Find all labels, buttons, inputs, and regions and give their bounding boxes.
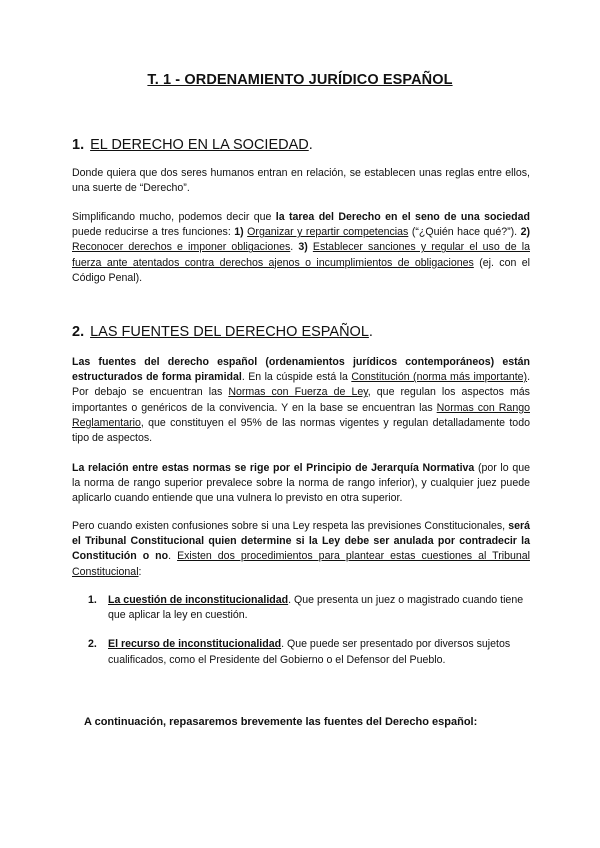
text-run: : [138, 565, 142, 578]
underlined-text: Normas con Fuerza de Ley [228, 386, 368, 399]
procedures-list [88, 593, 530, 668]
text-run: , que constituyen el 95% de las normas vigentes y regulan detalladamente todo tipo de aspectos. [72, 416, 530, 445]
item-number: 1) [234, 226, 244, 239]
bold-text: La relación entre estas normas se rige por el Principio de Jerarquía Normativa [72, 462, 475, 474]
text-run: (por lo que la norma de rango superior prevalece sobre la norma de rango inferior), y cualquier juez puede aplicarlo cuando entiende que una vulnera lo previsto en otra superior. [72, 462, 530, 505]
text-run: Pero cuando existen confusiones sobre si una Ley respeta las previsiones Constitucionales, [72, 520, 509, 532]
section-heading-derecho-sociedad [72, 137, 313, 153]
paragraph [72, 210, 530, 286]
text-run: (ej. con el Código Penal). [72, 256, 531, 284]
text-run: . En la cúspide está la [241, 371, 352, 384]
list-item [88, 637, 530, 667]
underlined-text: Existen dos procedimientos para plantear estas cuestiones al Tribunal Constitucional [72, 550, 530, 578]
list-item-title: El recurso de inconstitucionalidad [108, 638, 282, 651]
list-item [88, 593, 530, 623]
list-marker: 1. [88, 594, 97, 606]
list-marker: 2. [88, 638, 97, 651]
paragraph [72, 355, 530, 446]
paragraph: Donde quiera que dos seres humanos entran en relación, se establecen unas reglas entre ellos, una suerte de “Derecho”. [72, 167, 530, 195]
section-heading-text: EL DERECHO EN LA SOCIEDAD [90, 137, 309, 153]
text-run: . [168, 550, 178, 563]
section-heading-fuentes-derecho [72, 324, 373, 340]
page-title: T. 1 - ORDENAMIENTO JURÍDICO ESPAÑOL [147, 72, 453, 88]
text-run: puede reducirse a tres funciones: [72, 226, 235, 239]
bold-text: será el Tribunal Constitucional quien determine si la Ley debe ser anulada por contradecir la Constitución o no [72, 520, 530, 563]
underlined-text: Constitución (norma más importante) [351, 371, 528, 384]
text-run: . Por debajo se encuentran las [72, 371, 531, 399]
text-run: (“¿Quién hace qué?”). [408, 226, 521, 239]
list-item-text: . Que puede ser presentado por diversos sujetos cualificados, como el Presidente del Gobierno o el Defensor del Pueblo. [108, 638, 511, 666]
text-run: Simplificando mucho, podemos decir que [72, 211, 276, 223]
item-number: 3) [298, 241, 308, 254]
section-heading-text: LAS FUENTES DEL DERECHO ESPAÑOL [90, 324, 369, 340]
underlined-text: Organizar y repartir competencias [247, 226, 409, 239]
list-item-text: . Que presenta un juez o magistrado cuando tiene que aplicar la ley en cuestión. [108, 594, 524, 622]
paragraph [72, 519, 530, 580]
text-run: . [290, 241, 299, 254]
bold-text: Las fuentes del derecho español (ordenamientos jurídicos contemporáneos) están estructurados de forma piramidal [72, 356, 530, 384]
text-run: , que regulan los aspectos más importantes o genéricos de la convivencia. Y en la base se encuentran las [72, 386, 530, 414]
section-number: 2. [72, 324, 85, 340]
underlined-text: Establecer sanciones y regular el uso de la fuerza ante atentados contra derechos ajenos o incumplimientos de obligaciones [72, 241, 530, 269]
bold-text: la tarea del Derecho en el seno de una sociedad [275, 211, 530, 223]
list-item-title: La cuestión de inconstitucionalidad [108, 594, 289, 606]
paragraph [72, 461, 530, 507]
section-heading-suffix: . [368, 324, 373, 340]
closing-statement: A continuación, repasaremos brevemente las fuentes del Derecho español: [84, 716, 478, 728]
section-heading-suffix: . [308, 137, 313, 153]
item-number: 2) [520, 226, 531, 239]
underlined-text: Reconocer derechos e imponer obligaciones [72, 241, 291, 254]
section-number: 1. [72, 137, 85, 153]
underlined-text: Normas con Rango Reglamentario [72, 401, 530, 429]
